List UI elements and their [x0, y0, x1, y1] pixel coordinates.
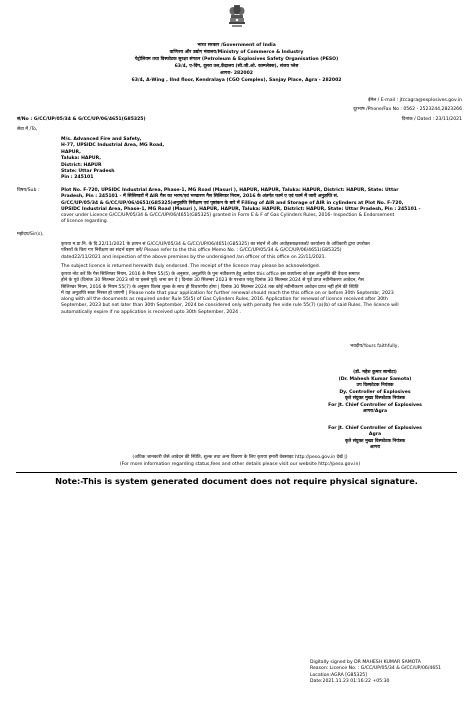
- signatory-designation-hindi: उप विस्फोटक नियंत्रक: [356, 383, 394, 388]
- paragraph-line: होने के पूर्व (दिनांक 30 सितम्बर 2023 को या इससे पूर्व) जमा कर दें | दिनांक 30 सितम्बर 2023 के पश्चात परंतु दिनांक 30 सितम्बर 2024 से पूर्व प्राप्त नवीनीकरण आवेदन, गैस: [61, 278, 364, 284]
- subject-line: Pradesh, Pin : 245101 - में सिलिण्डरों में AIR गैस का भरण/एवं भण्डारण गैस सिलिण्डर नियम, 2016 के अंतर्गत फार्म ए एवं फार्म में जारी अनुज्ञप्ति सं.: [61, 194, 339, 200]
- divider: [16, 472, 457, 473]
- national-emblem-icon: [225, 4, 249, 38]
- salutation: महोदय/Sir(s),: [17, 232, 44, 237]
- subject-label: विषय/Sub :: [17, 188, 40, 193]
- signatory-city-english-2: Agra: [368, 432, 382, 437]
- phone-line: दूरभाष /Phone/Fax No : 0562 - 2523244,2823266: [353, 107, 462, 112]
- subject-line: UPSIDC Industrial Area, Phase-1, MG Road (Masuri ), HAPUR, HAPUR, Taluka: HAPUR, District: HAPUR, State: Uttar Pradesh, Pin : 245101 -: [61, 206, 421, 212]
- city-hindi: आगरा- 282002: [219, 71, 254, 76]
- address-hindi: 63/4, ए-विंग, दूसरा तल,केंद्रालय (सी.जी.ओ. काम्प्लेक्स), संजय प्लेस: [174, 64, 299, 69]
- paragraph-line: परिसरों के किए गए निरीक्षण का संदर्भ ग्रहण करें/ Please refer to the this office Memo No. : G/CC/UP/05/34 & G/CC/UP/06/4651(G85325): [61, 248, 342, 254]
- system-note: Note:-This is system generated document does not require physical signature.: [55, 476, 418, 486]
- digital-signature-line: Reason: Licence No. : G/CC/UP/05/34 & G/CC/UP/06/4651: [310, 666, 442, 672]
- address-line: Pin : 245101: [61, 175, 94, 181]
- signatory-designation-english: Dy. Controller of Explosives: [339, 389, 411, 395]
- subject-line: G/CC/UP/05/34 & G/CC/UP/06/4651(G85325)अनुज्ञप्ति निरीक्षण एवं पृष्ठांकन के बारे में Filling of AIR and Storage of AIR in cylinders at Plot No. F-720,: [61, 200, 404, 206]
- signatory-city-hindi: आगरा/Agra: [362, 409, 388, 414]
- address-line: H-77, UPSIDC Industrial Area, MG Road,: [61, 143, 165, 149]
- org-line: पेट्रोलियम तथा विस्फोटक सुरक्षा संगठन (Petroleum & Explosives Safety Organisation (PESO): [134, 57, 339, 62]
- paragraph-line: सिलिण्डर नियम, 2016 के नियम 55(7) के अनुसार विलंब शुल्क के साथ ही विचारणीय होगा | दिनांक 30 सितम्बर 2024 तक कोई नवीनीकरण आवेदन प्राप्त नहीं होने की स्थिति: [61, 284, 359, 290]
- address-english: 63/4, A-Wing , IInd floor, Kendralaya (CGO Complex), Sanjay Place, Agra - 282002: [131, 78, 342, 83]
- address-line: District: HAPUR: [61, 162, 102, 168]
- email-line: ईमेल / E-mail : jtccagra@explosives.gov.in: [368, 98, 462, 103]
- ministry-line: वाणिज्य और उद्योग मंत्रालय/Ministry of Commerce & Industry: [169, 50, 304, 55]
- paragraph-line: में यह अनुज्ञप्ति स्वतः निरस्त हो जाएगी | Please note that your application for further renewal should reach the this office on or before 30th Septembr, 2023: [61, 290, 394, 296]
- recipient-address: [61, 137, 261, 182]
- paragraph-line: along with all the documents as required under Rule 55(5) of Gas Cylinders Rules, 2016. Application for renewal of licence received after 30th: [61, 297, 388, 303]
- address-line: M/s. Advanced Fire and Safety,: [61, 137, 142, 142]
- subject-line: of licence regarding.: [61, 219, 109, 225]
- subject-text: [61, 188, 463, 226]
- paragraph-line: automatically expire if no application is received upto 30th September, 2024 .: [61, 309, 241, 315]
- subject-line: cover under Licence G/CC/UP/05/34 & G/CC/UP/06/4651(G85325) granted in Form E & F of Gas Cylinders Rules, 2016- Inspection & Endorsement: [61, 213, 395, 219]
- signatory-name-hindi: (डॉ. महेश कुमार सामोटा): [353, 370, 397, 375]
- address-line: State: Uttar Pradesh: [61, 169, 115, 175]
- paragraph-line: dated22/11/2021 and inspection of the above premises by the undersigned /an officer of this office on 22/11/2021.: [61, 254, 327, 260]
- digital-signature: [310, 660, 470, 686]
- date-line: दिनांक / Dated : 23/11/2021: [401, 117, 462, 122]
- signatory-for-english-2: For Jt. Chief Controller of Explosives: [328, 425, 422, 431]
- reference-paragraph: [61, 242, 463, 261]
- digital-signature-line: Date:2021.11.23 01:16:22 +05:30: [310, 679, 390, 685]
- digital-signature-line: Location:AGRA [G85325]: [310, 672, 367, 678]
- signatory-block: [300, 370, 450, 452]
- signatory-name-english: (Dr. Mahesh Kumar Samota): [338, 376, 412, 382]
- address-line: HAPUR,: [61, 149, 81, 155]
- endorsement-paragraph: The subject licence is returned herewith duly endorsed. The receipt of the licence may please be acknowledged.: [61, 264, 321, 269]
- digital-signature-line: Digitally signed by DR MAHESH KUMAR SAMOTA: [310, 660, 421, 665]
- signatory-for-hindi-2: कृते संयुक्त मुख्य विस्फोटक नियंत्रक: [344, 438, 406, 444]
- info-hindi: (अधिक जानकारी जैसे आवेदन की स्थिति, शुल्क तथा अन्य विवरण के लिए कृपया हमारी वेबसाइट http://peso.gov.in देखें |): [132, 455, 348, 460]
- address-line: Taluka: HAPUR,: [61, 156, 101, 162]
- to-label: सेवा में /To,: [17, 127, 38, 132]
- signatory-city-hindi-2: आगरा: [369, 445, 381, 450]
- signatory-for-english: For Jt. Chief Controller of Explosives: [328, 402, 422, 408]
- closing: भवदीय/Yours faithfully,: [350, 344, 399, 349]
- renewal-paragraph: [61, 272, 463, 316]
- paragraph-line: September, 2023 but not later than 30th September, 2024 be considered only with penalty fee vide rule 55(7) (a)(b) of said Rules. The licence will: [61, 303, 399, 309]
- gov-line: भारत सरकार /Government of India: [197, 43, 276, 48]
- subject-line: Plot No. F-720, UPSIDC Industrial Area, Phase-1, MG Road (Masuri ), HAPUR, HAPUR, Taluka: HAPUR, District: HAPUR, State: Uttar: [61, 188, 399, 193]
- paragraph-line: कृपया म.प्रा.नि. के दि.22/11/2021 के ज्ञापन सं G/CC/UP/05/34 & G/CC/UP/06/4651(G85325) का संदर्भ लें और अधोहस्ताक्षरकर्ता/ कार्यालय के अधिकारी द्वारा उपरोक्त: [61, 242, 370, 247]
- paragraph-line: कृपया नोट करें कि गैस सिलिण्डर नियम, 2016 के नियम 55(5) के अनुसार, अनुज्ञप्ति के पुनः नवीकरण हेतु आवेदन this office इस कार्यालय को इस अनुज्ञप्ति की वैधता समाप्त: [61, 272, 360, 277]
- signatory-for-hindi: कृते संयुक्त मुख्य विस्फोटक नियंत्रक: [344, 396, 406, 401]
- reference-number: सं/No : G/CC/UP/05/34 & G/CC/UP/06/4651(G85325): [17, 117, 146, 122]
- info-english: (For more information regarding status,fees and other details please visit our website http://peso.gov.in): [119, 462, 361, 467]
